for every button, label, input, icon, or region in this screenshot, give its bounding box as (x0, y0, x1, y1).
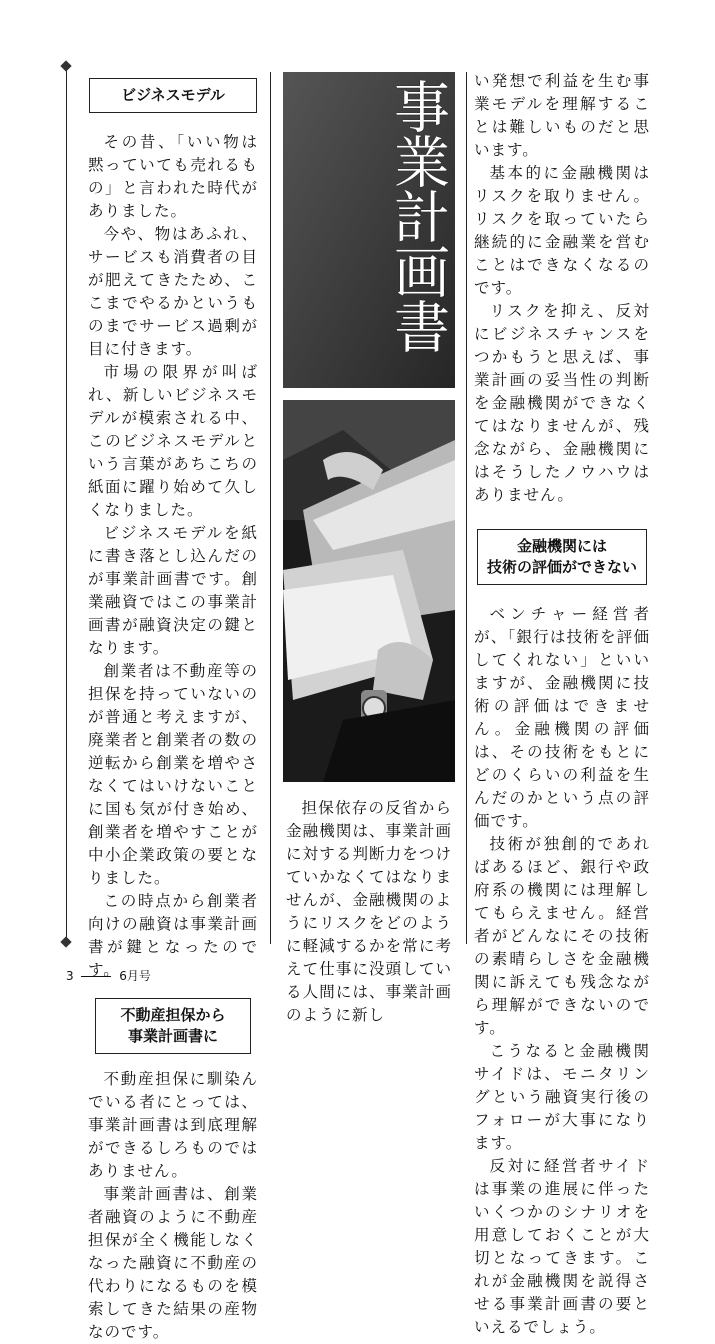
photo-businessman-with-documents (283, 400, 455, 782)
paragraph: 市場の限界が叫ばれ、新しいビジネスモデルが模索される中、このビジネスモデルという言葉があちこちの紙面に躍り始めて久しくなりました。 (88, 363, 258, 519)
heading-text-line2: 事業計画書に (127, 1027, 218, 1045)
paragraph: 担保依存の反省から金融機関は、事業計画に対する判断力をつけていかなくてはなりませんが、金融機関のようにリスクをどのように軽減するかを常に考えて仕事に没頭している人間には、事業計画のように新し (286, 799, 452, 1024)
paragraph: 反対に経営者サイドは事業の進展に伴ったいくつかのシナリオを用意しておくことが大切となってきます。これが金融機関を説得させる事業計画書の要といえるでしょう。 (474, 1157, 650, 1336)
photo-illustration (283, 400, 455, 782)
paragraph-continued: い発想で利益を生む事業モデルを理解することは難しいものだと思います。 (474, 72, 650, 159)
paragraph: その昔、「いい物は黙っていても売れるもの」と言われた時代がありました。 (88, 133, 258, 220)
section-heading-collateral (95, 998, 251, 1054)
paragraph: 基本的に金融機関はリスクを取りません。リスクを取っていたら継続的に金融業を営むことはできなくなるのです。 (474, 164, 650, 297)
paragraph: 創業者は不動産等の担保を持っていないのが普通と考えますが、廃業者と創業者の数の逆転から創業を増やさなくてはいけないことに国も気が付き始め、創業者を増やすことが中小企業政策の要となりました。 (88, 662, 258, 887)
page-footer (66, 967, 151, 984)
paragraph: この時点から創業者向けの融資は事業計画書が鍵となったのです。 (88, 892, 258, 979)
heading-text-line1: 金融機関には (516, 537, 607, 555)
paragraph: ベンチャー経営者が、「銀行は技術を評価してくれない」といいますが、金融機関に技術の評価はできません。金融機関の評価は、その技術をもとにどのくらいの利益を生んだのかという点の評価です。 (474, 605, 650, 830)
top-diamond-ornament (60, 60, 71, 71)
left-margin-rule (66, 64, 67, 944)
bottom-diamond-ornament (60, 936, 71, 947)
paragraph: ビジネスモデルを紙に書き落とし込んだのが事業計画書です。創業融資ではこの事業計画書が融資決定の鍵となります。 (88, 524, 258, 657)
heading-text: ビジネスモデル (121, 86, 225, 104)
column-rule-2 (466, 72, 467, 944)
issue-label: 6月号 (119, 969, 151, 983)
page-number: 3 (66, 969, 74, 983)
paragraph: 不動産担保に馴染んでいる者にとっては、事業計画書は到底理解ができるしろものではありません。 (88, 1070, 258, 1180)
heading-text-line1: 不動産担保から (120, 1006, 226, 1024)
column-rule-1 (270, 72, 271, 944)
paragraph: こうなると金融機関サイドは、モニタリングという融資実行後のフォローが大事になります。 (474, 1042, 650, 1152)
footer-dash (81, 976, 111, 977)
column-right (474, 70, 650, 1339)
paragraph: リスクを抑え、反対にビジネスチャンスをつかもうと思えば、事業計画の妥当性の判断を金融機関ができなくてはなりませんが、残念ながら、金融機関にはそうしたノウハウはありません。 (474, 302, 650, 504)
section-heading-business-model (89, 78, 257, 113)
page-title: 事業計画書 (385, 78, 450, 353)
column-left (88, 72, 258, 1344)
paragraph: 今や、物はあふれ、サービスも消費者の目が肥えてきたため、ここまでやるかというものまでサービス過剰が目に付きます。 (88, 225, 258, 358)
column-middle (286, 797, 452, 1027)
paragraph: 事業計画書は、創業者融資のように不動産担保が全く機能しなくなった融資に不動産の代わりになるものを模索してきた結果の産物なのです。 (88, 1185, 258, 1341)
title-banner (283, 72, 455, 388)
heading-text-line2: 技術の評価ができない (486, 558, 637, 576)
paragraph: 技術が独創的であればあるほど、銀行や政府系の機関には理解してもらえません。経営者がどんなにその技術の素晴らしさを金融機関に訴えても残念ながら理解ができないのです。 (474, 835, 650, 1037)
section-heading-tech-evaluation (477, 529, 647, 585)
